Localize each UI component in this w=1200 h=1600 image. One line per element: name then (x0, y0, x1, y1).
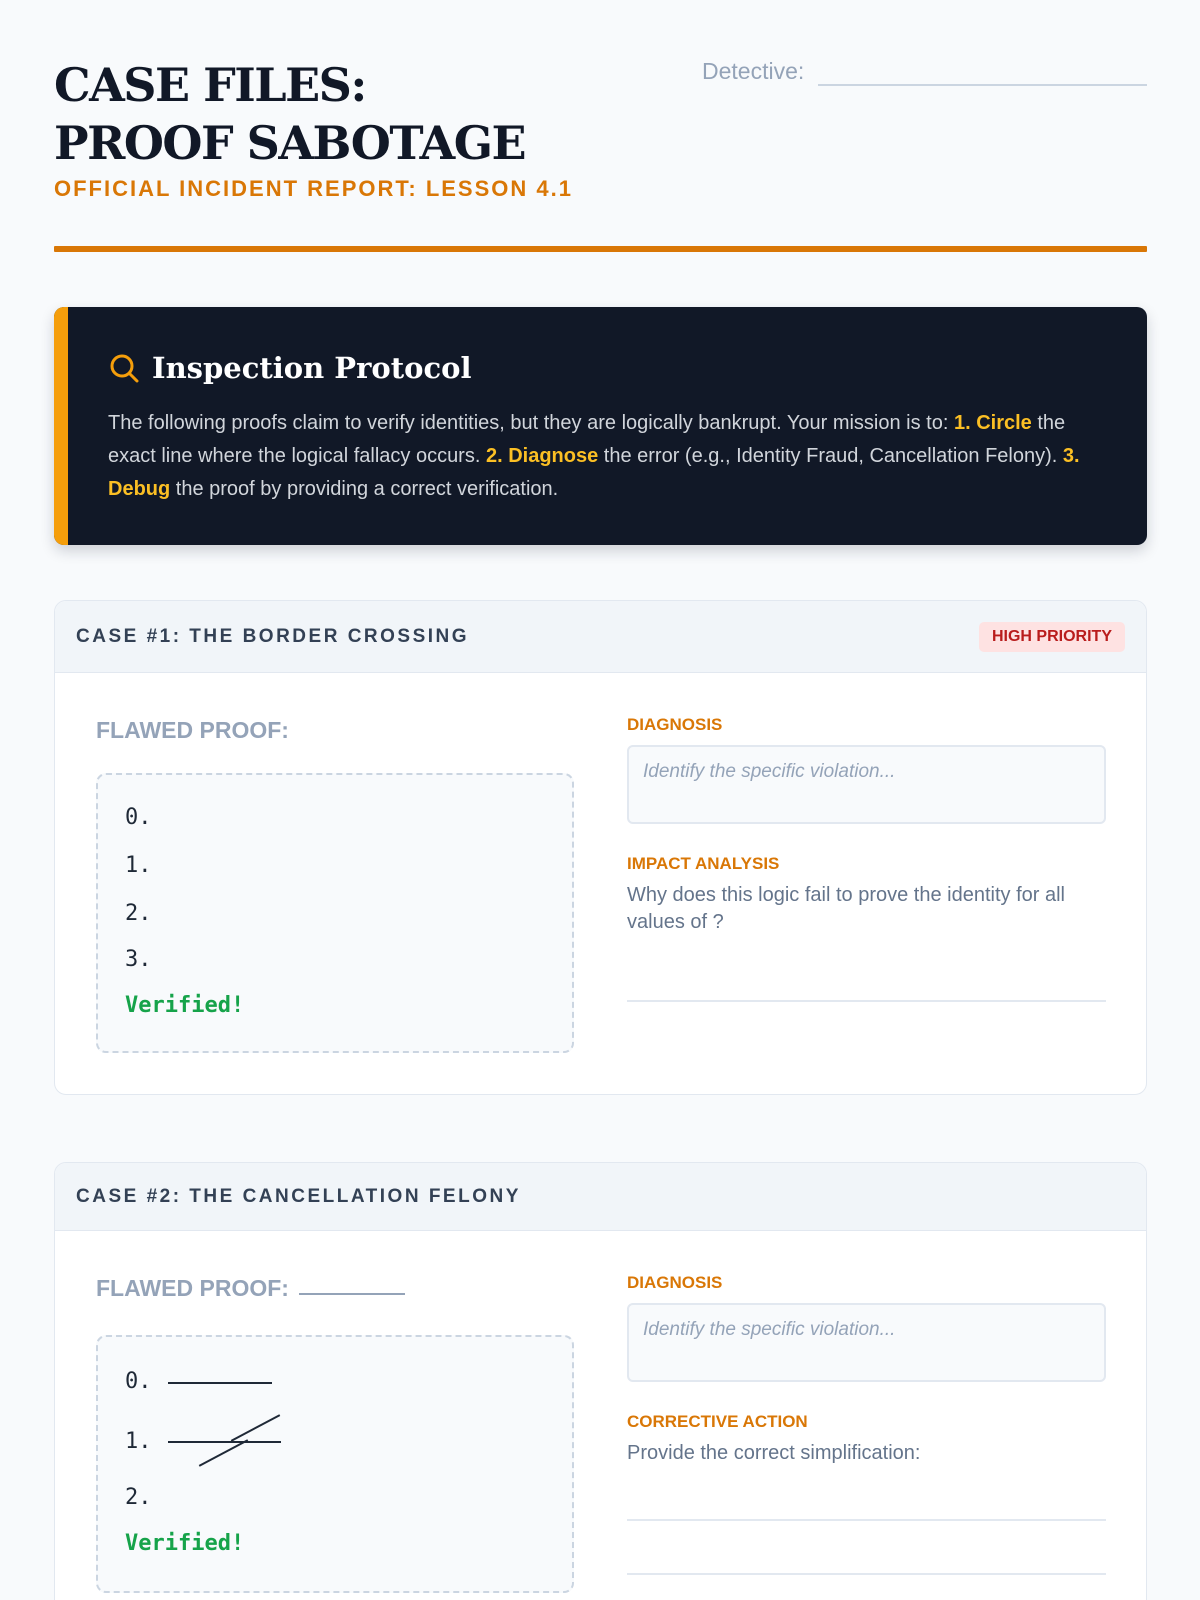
detective-field[interactable] (702, 56, 1147, 86)
answer-line[interactable] (627, 1519, 1106, 1521)
proof-line-2[interactable]: 2. (125, 1485, 152, 1510)
proof-box[interactable] (96, 773, 574, 1053)
corrective-action-label: CORRECTIVE ACTION (627, 1412, 808, 1431)
diagnosis-label: DIAGNOSIS (627, 1273, 723, 1292)
cancellation-slash-icon (199, 1439, 249, 1467)
diagnosis-label: DIAGNOSIS (627, 715, 723, 734)
protocol-text-part: the proof by providing a correct verification. (170, 478, 559, 500)
case-header (55, 601, 1146, 673)
case-title: CASE #2: THE CANCELLATION FELONY (76, 1185, 521, 1207)
protocol-accent-bar (54, 307, 68, 545)
proof-line-0[interactable]: 0. (125, 805, 152, 830)
diagnosis-input[interactable]: Identify the specific violation... (627, 745, 1106, 824)
proof-line-1[interactable]: 1. (125, 853, 152, 878)
detective-name-line[interactable] (818, 56, 1147, 86)
protocol-step-circle: 1. Circle (953, 412, 1032, 434)
expression-blank (168, 1382, 272, 1384)
cancellation-slash-icon (231, 1414, 281, 1442)
flawed-proof-label-text: FLAWED PROOF: (96, 1275, 289, 1301)
flawed-proof-label-text: FLAWED PROOF: (96, 717, 289, 743)
impact-analysis-label: IMPACT ANALYSIS (627, 854, 780, 873)
proof-line-2[interactable]: 2. (125, 901, 152, 926)
proof-title-blank[interactable] (299, 1283, 405, 1295)
case-card-2 (54, 1162, 1147, 1600)
detective-label: Detective: (702, 58, 805, 84)
protocol-text-part: the exact line where the logical fallacy occurs. (108, 412, 1066, 467)
priority-badge: HIGH PRIORITY (979, 622, 1125, 652)
protocol-heading (108, 351, 471, 385)
inspection-protocol-panel (54, 307, 1147, 545)
verified-label: Verified! (125, 1531, 245, 1556)
corrective-action-prompt: Provide the correct simplification: (627, 1442, 921, 1464)
protocol-text-part: the error (e.g., Identity Fraud, Cancellation Felony). (598, 445, 1063, 467)
header (54, 0, 1147, 254)
case-title: CASE #1: THE BORDER CROSSING (76, 625, 470, 647)
flawed-proof-label (96, 1275, 405, 1302)
proof-line-0[interactable]: 0. (125, 1369, 152, 1394)
protocol-title: Inspection Protocol (152, 351, 472, 385)
protocol-text-part: The following proofs claim to verify identities, but they are logically bankrupt. Your mission is to: (108, 412, 954, 434)
diagnosis-input[interactable]: Identify the specific violation... (627, 1303, 1106, 1382)
case-card-1 (54, 600, 1147, 1095)
verified-label: Verified! (125, 993, 245, 1018)
answer-line[interactable] (627, 1000, 1106, 1002)
flawed-proof-label (96, 717, 289, 744)
magnifier-icon (108, 352, 140, 384)
case-header (55, 1163, 1146, 1231)
proof-line-3[interactable]: 3. (125, 947, 152, 972)
analysis-column (627, 1273, 1106, 1575)
answer-line[interactable] (627, 1573, 1106, 1575)
worksheet-page (54, 0, 1147, 1556)
proof-box[interactable] (96, 1335, 574, 1593)
header-divider (54, 246, 1147, 252)
protocol-instructions (108, 407, 1113, 506)
analysis-column (627, 715, 1106, 1002)
page-title: CASE FILES: PROOF SABOTAGE (54, 58, 526, 170)
expression-blank (168, 1441, 281, 1443)
page-subtitle: OFFICIAL INCIDENT REPORT: LESSON 4.1 (54, 176, 573, 201)
proof-line-1[interactable]: 1. (125, 1429, 152, 1454)
protocol-step-debug: 3. Debug (108, 445, 1080, 500)
protocol-step-diagnose: 2. Diagnose (485, 445, 599, 467)
impact-analysis-question: Why does this logic fail to prove the identity for all values of ? (627, 884, 1065, 933)
